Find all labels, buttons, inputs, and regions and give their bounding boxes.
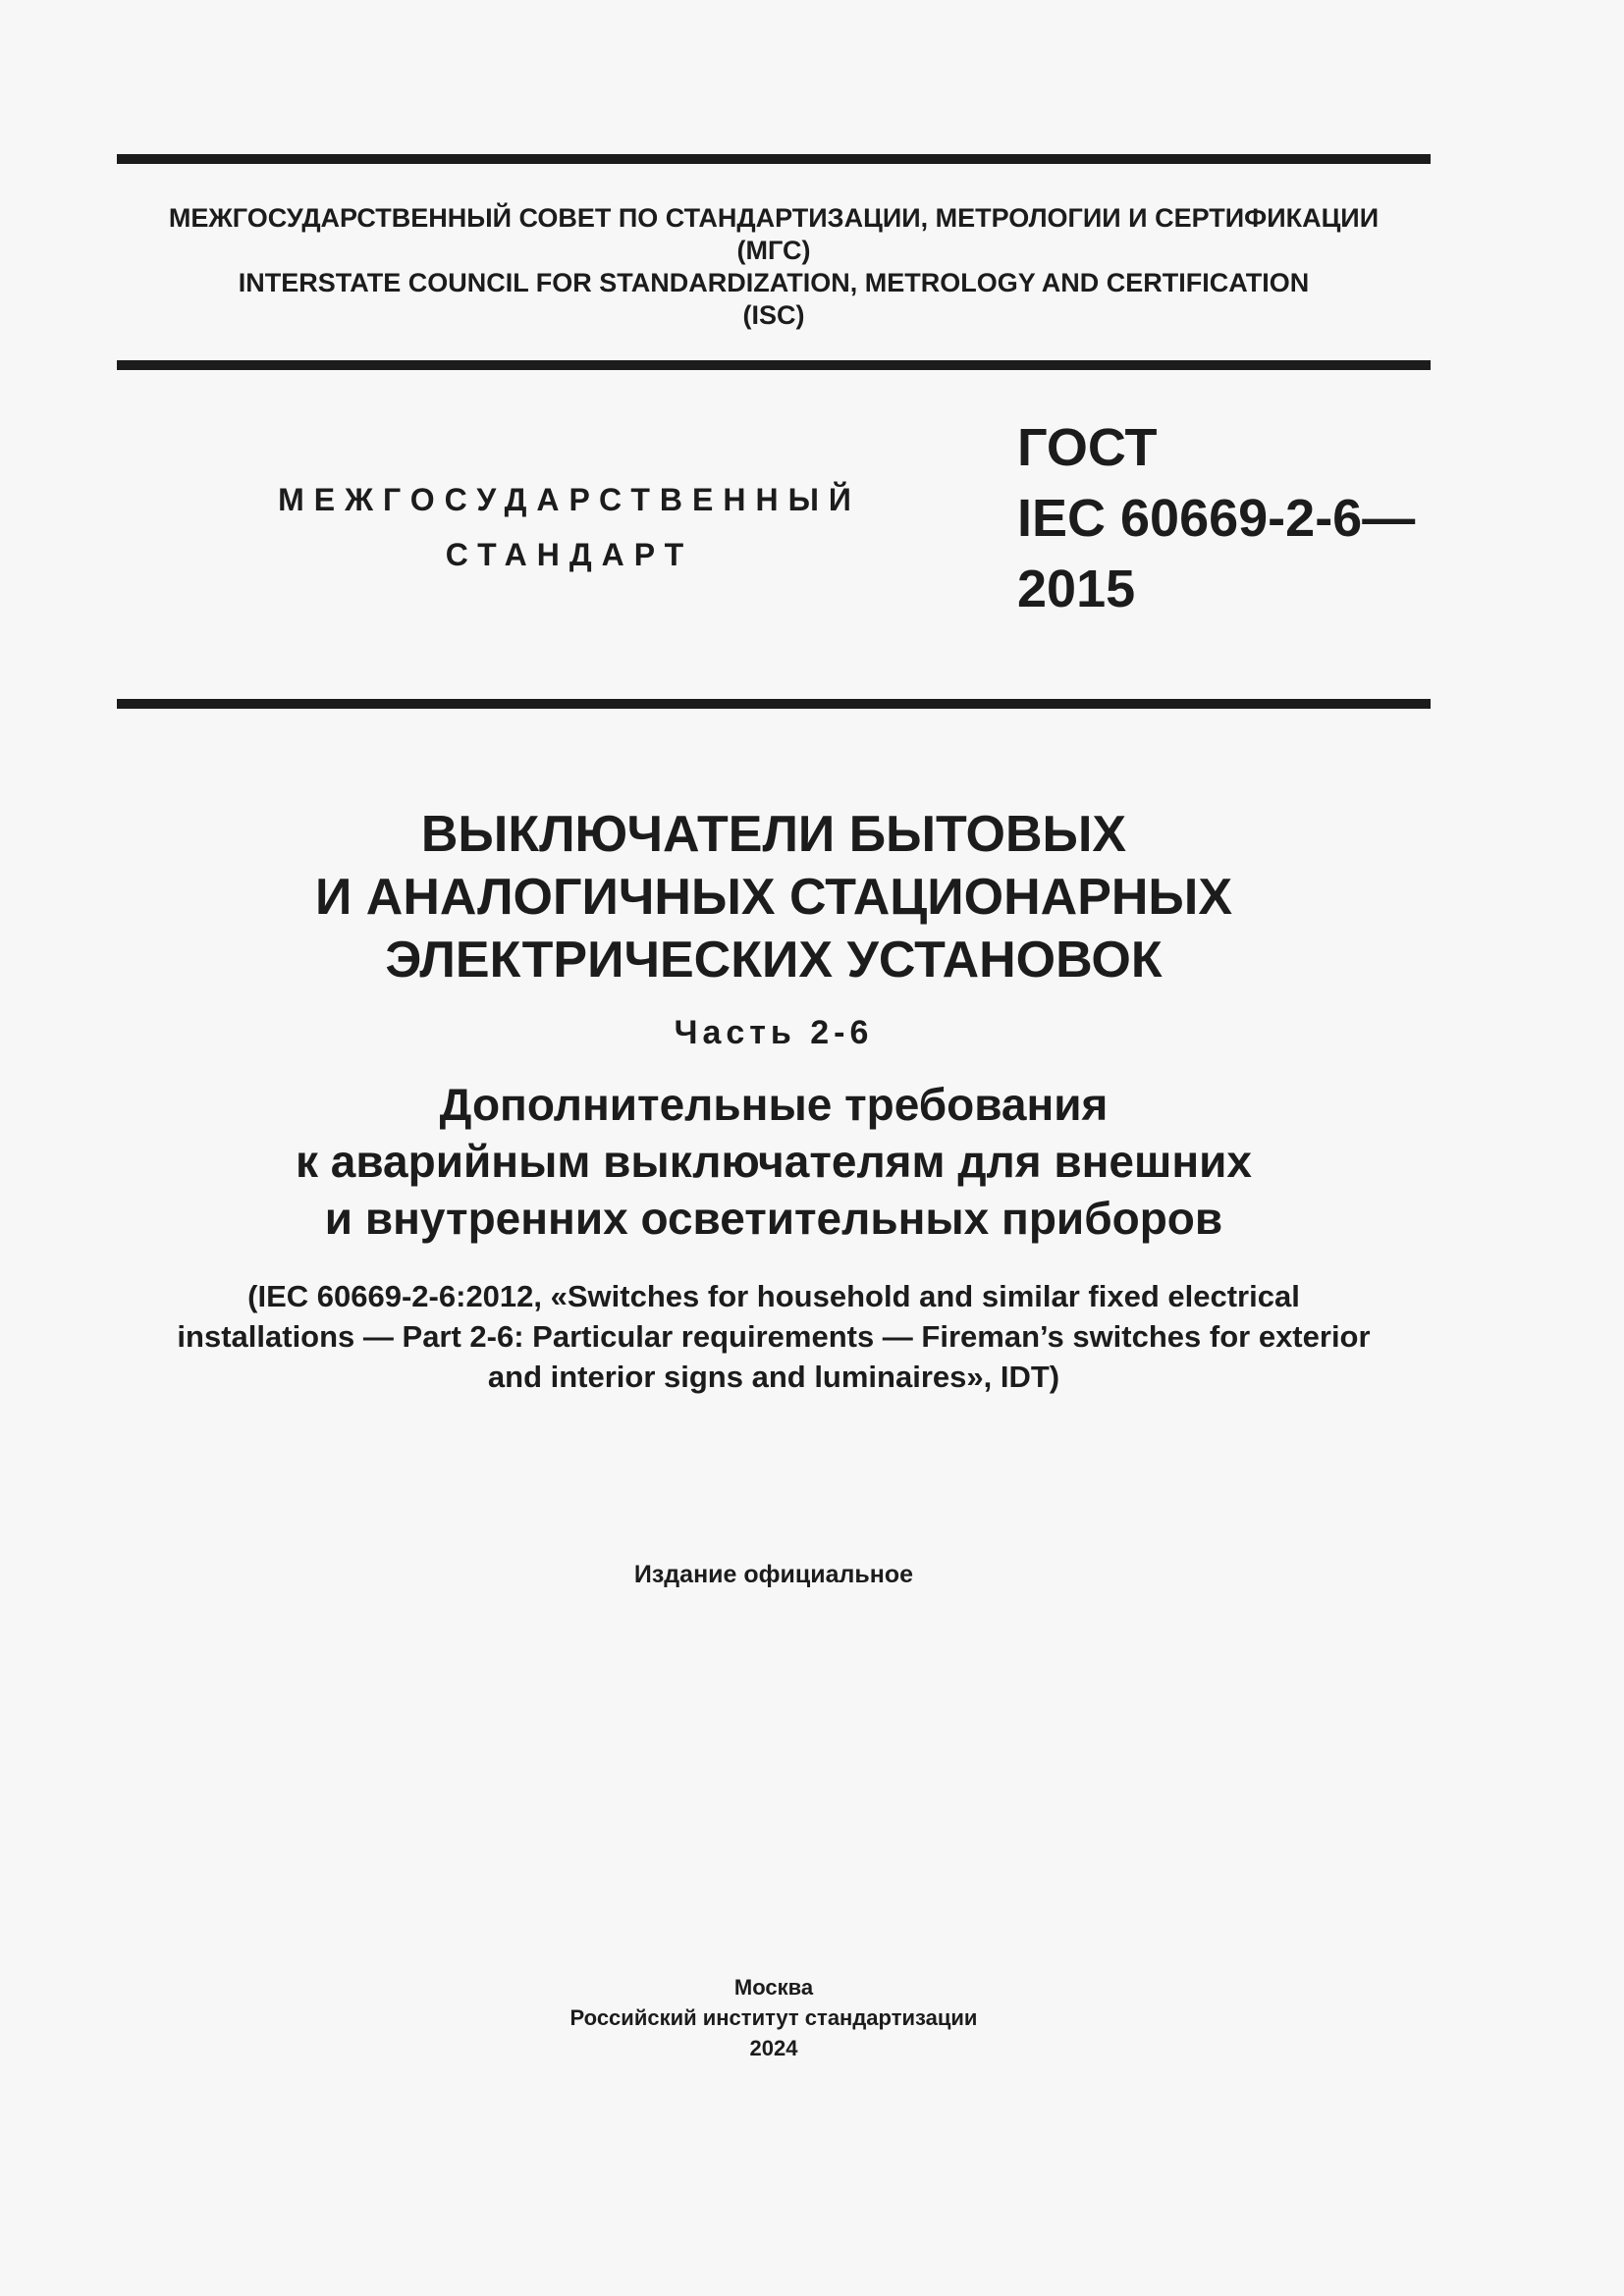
council-header [117, 202, 1431, 332]
document-title-block [117, 803, 1431, 1397]
iec-reference [117, 1276, 1431, 1397]
standard-type-line2: СТАНДАРТ [445, 537, 694, 572]
top-rule [117, 154, 1431, 164]
title-line1: ВЫКЛЮЧАТЕЛИ БЫТОВЫХ [420, 806, 1127, 863]
publisher-city: Москва [733, 1975, 814, 2000]
subtitle-line1: Дополнительные требования [439, 1079, 1109, 1130]
document-subtitle [117, 1076, 1431, 1247]
publisher-block [117, 1972, 1431, 2063]
edition-label: Издание официальное [633, 1561, 914, 1588]
gost-designation-line2: IEC 60669-2-6— [1017, 489, 1416, 548]
publisher-institute: Российский институт стандартизации [569, 2005, 978, 2030]
title-line2: И АНАЛОГИЧНЫХ СТАЦИОНАРНЫХ [314, 869, 1233, 926]
document-title [117, 803, 1431, 991]
standard-type [196, 472, 943, 582]
gost-designation-line3: 2015 [1017, 560, 1136, 618]
publisher-year: 2024 [749, 2036, 798, 2060]
subtitle-line2: к аварийным выключателям для внешних [295, 1136, 1253, 1187]
council-abbr-en: (ISC) [742, 300, 805, 330]
part-number: Часть 2-6 [674, 1014, 874, 1051]
gost-designation [1017, 412, 1415, 624]
council-rule [117, 360, 1431, 370]
designation-rule [117, 699, 1431, 709]
iec-reference-line2: installations — Part 2-6: Particular requirements — Fireman’s switches for exterior [177, 1319, 1371, 1354]
gost-designation-line1: ГОСТ [1017, 418, 1158, 477]
council-name-ru: МЕЖГОСУДАРСТВЕННЫЙ СОВЕТ ПО СТАНДАРТИЗАЦИИ, МЕТРОЛОГИИ И СЕРТИФИКАЦИИ [168, 203, 1380, 233]
iec-reference-line1: (IEC 60669-2-6:2012, «Switches for household and similar fixed electrical [247, 1279, 1300, 1313]
council-name-en: INTERSTATE COUNCIL FOR STANDARDIZATION, METROLOGY AND CERTIFICATION [238, 268, 1310, 297]
council-abbr-ru: (МГС) [736, 236, 811, 265]
standard-type-line1: МЕЖГОСУДАРСТВЕННЫЙ [278, 482, 861, 517]
subtitle-line3: и внутренних осветительных приборов [324, 1193, 1223, 1244]
title-line3: ЭЛЕКТРИЧЕСКИХ УСТАНОВОК [385, 932, 1163, 988]
iec-reference-line3: and interior signs and luminaires», IDT) [487, 1360, 1060, 1394]
